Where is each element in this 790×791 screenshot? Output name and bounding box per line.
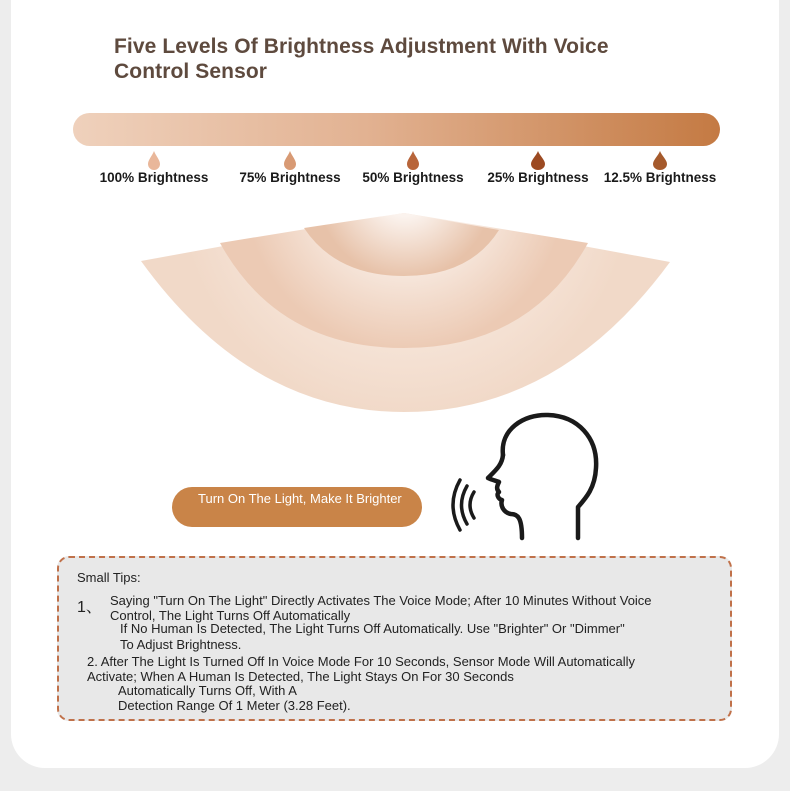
brightness-level-label: 50% Brightness xyxy=(362,170,464,185)
tip-2-line-2: Activate; When A Human Is Detected, The Light Stays On For 30 Seconds xyxy=(87,669,514,684)
brightness-level-label: 25% Brightness xyxy=(487,170,589,185)
brightness-level-label: 100% Brightness xyxy=(99,170,209,185)
tip-2-line-1: 2. After The Light Is Turned Off In Voice Mode For 10 Seconds, Sensor Mode Will Automatically xyxy=(87,654,635,669)
tip-1-line-2: Control, The Light Turns Off Automatically xyxy=(110,608,351,623)
tip-1-number: 1、 xyxy=(77,599,102,616)
tip-1-line-3: If No Human Is Detected, The Light Turns Off Automatically. Use "Brighter" Or "Dimmer" xyxy=(120,621,625,636)
small-tips-box xyxy=(57,556,732,721)
brightness-level-label: 75% Brightness xyxy=(239,170,341,185)
tip-1-line-4: To Adjust Brightness. xyxy=(120,637,242,652)
tips-heading: Small Tips: xyxy=(77,570,141,585)
voice-command-bubble: Turn On The Light, Make It Brighter xyxy=(172,487,422,527)
tip-1-line-1: Saying "Turn On The Light" Directly Activates The Voice Mode; After 10 Minutes Without Voice xyxy=(110,593,652,608)
page-title: Five Levels Of Brightness Adjustment With Voice Control Sensor xyxy=(114,35,609,83)
speaking-head-icon xyxy=(478,410,608,545)
tip-2-line-4: Detection Range Of 1 Meter (3.28 Feet). xyxy=(118,698,351,713)
tip-2-line-3: Automatically Turns Off, With A xyxy=(118,683,297,698)
brightness-level-label: 12.5% Brightness xyxy=(603,170,717,185)
